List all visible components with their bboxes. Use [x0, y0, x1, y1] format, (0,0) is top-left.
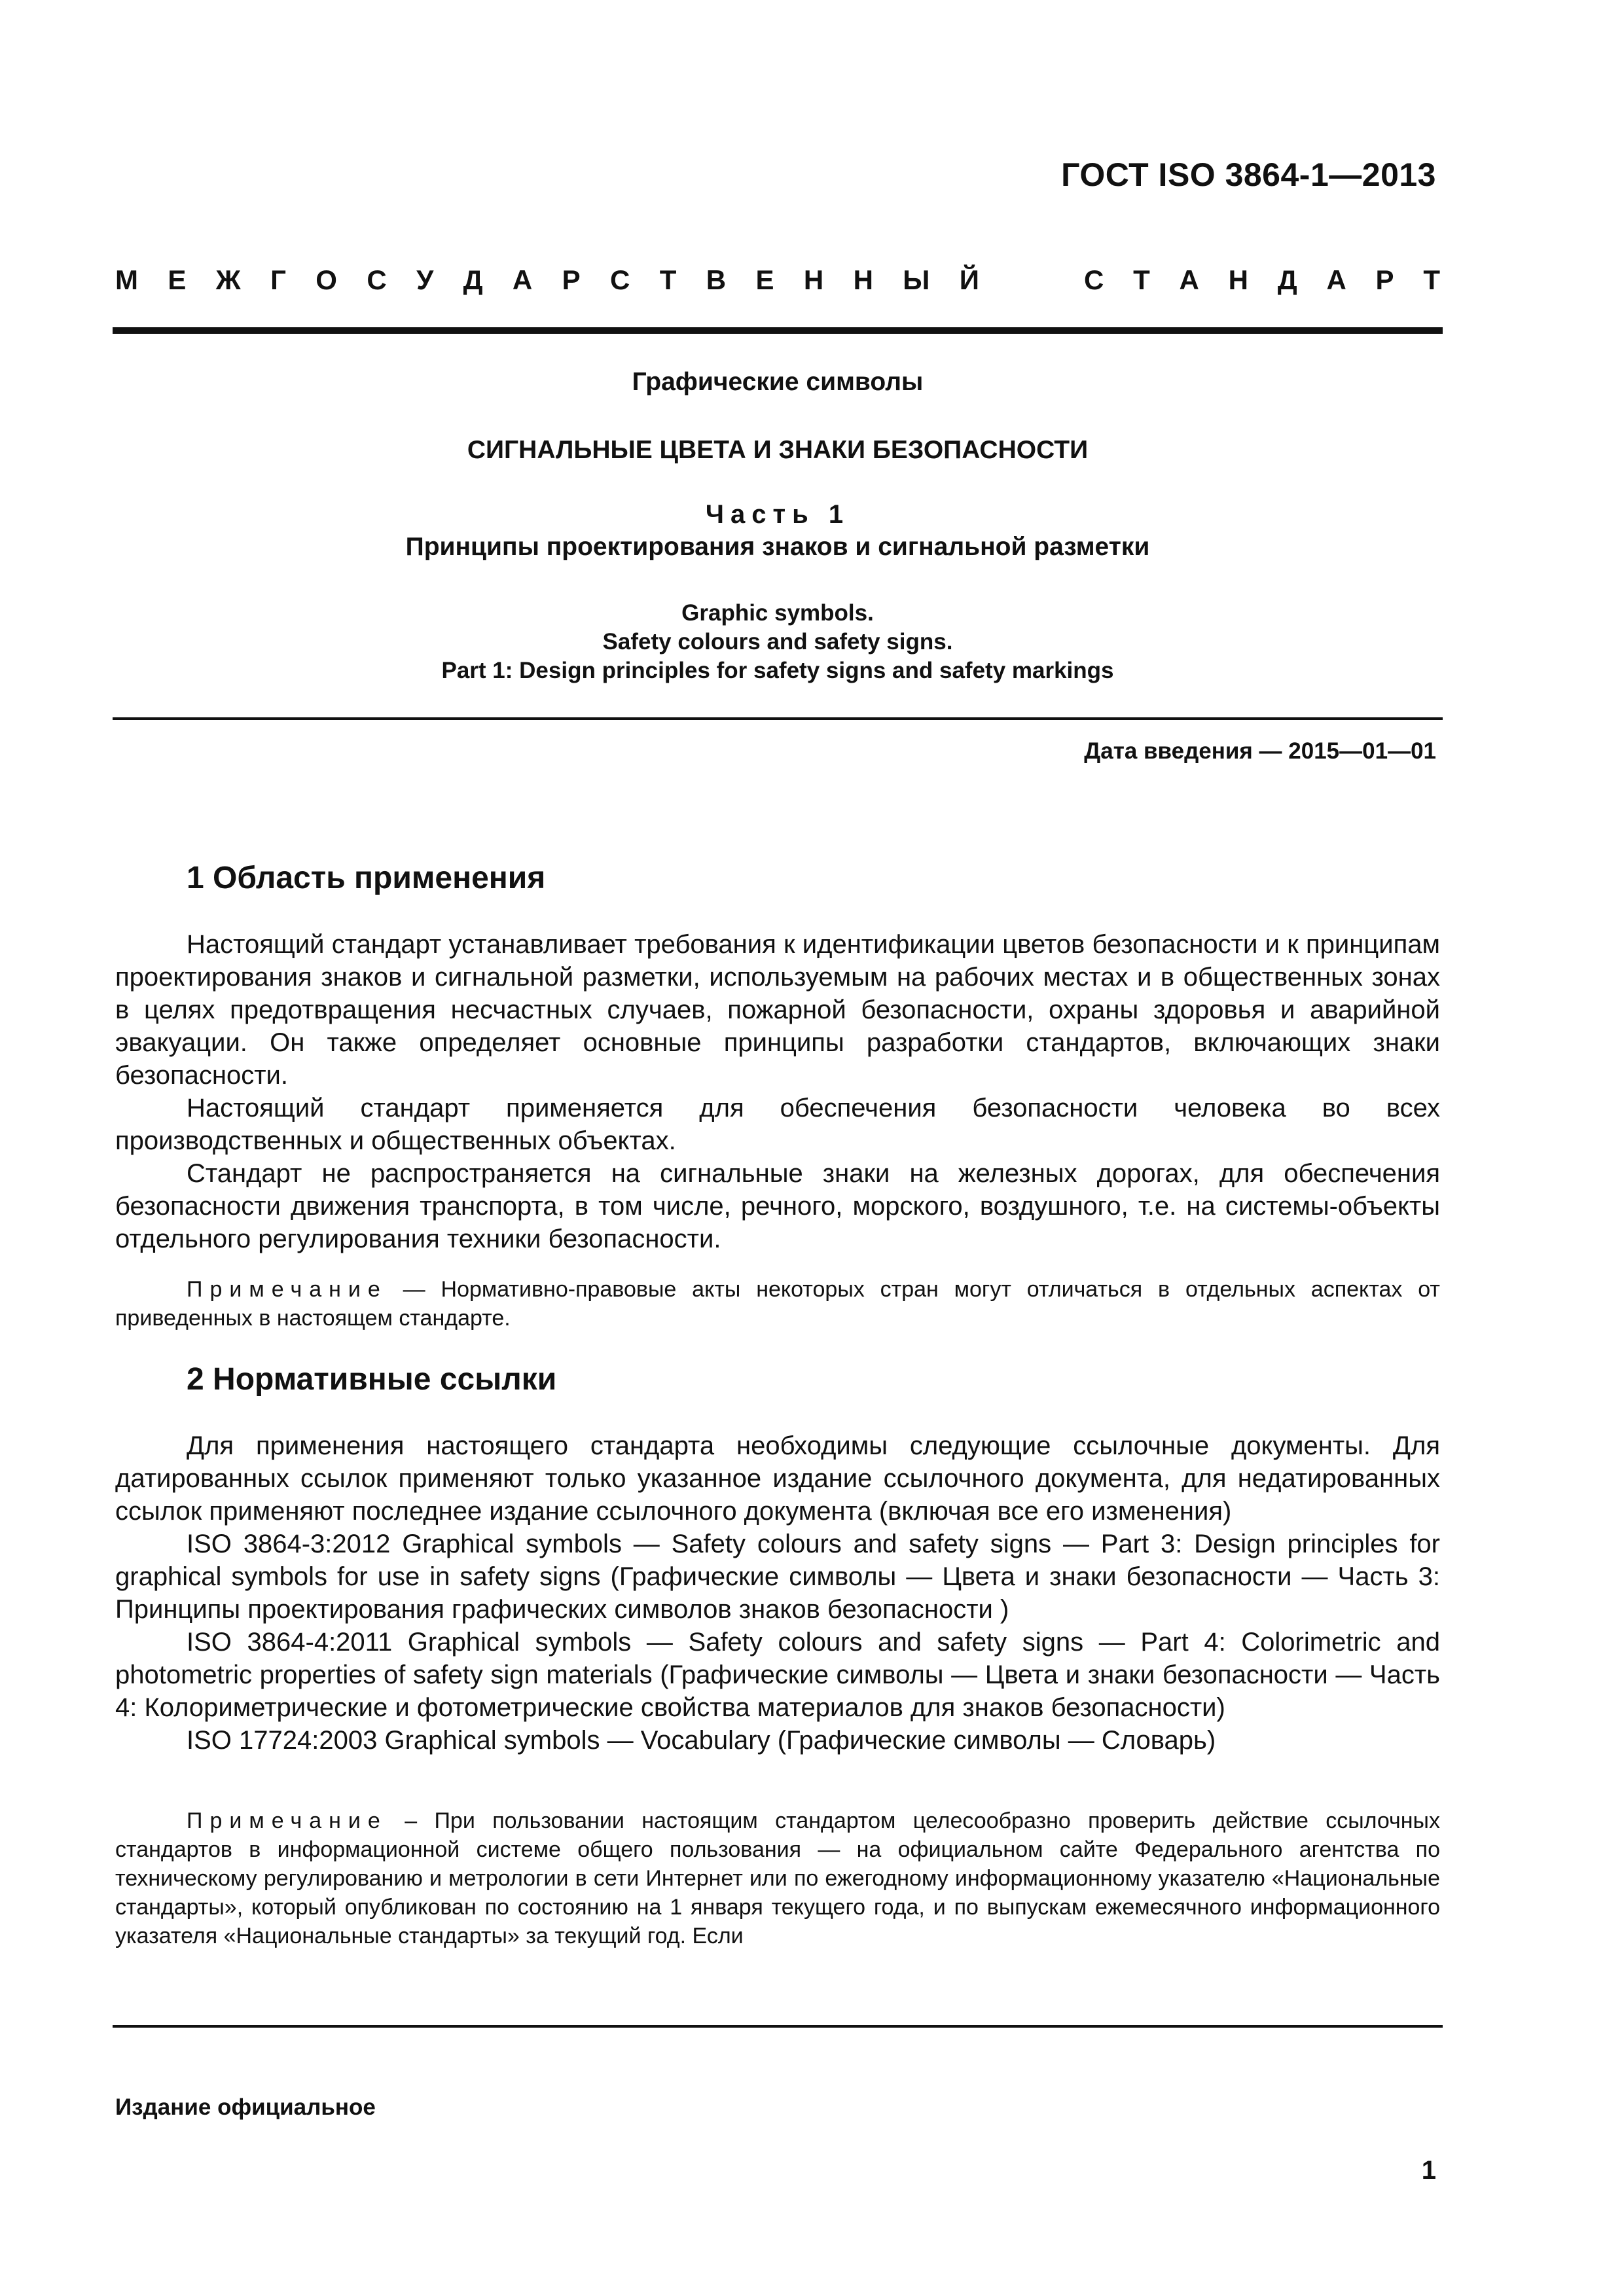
title-principles: Принципы проектирования знаков и сигнальной разметки — [405, 533, 1150, 561]
banner-letter: Т — [659, 264, 677, 295]
banner-letter: Й — [959, 264, 979, 295]
banner-letter: О — [316, 264, 337, 295]
note — [115, 1275, 1440, 1333]
banner-letter: С — [609, 264, 630, 295]
paragraph: Настоящий стандарт устанавливает требования к идентификации цветов безопасности и к принципам проектирования знаков и сигнальной разметки, используемым на рабочих местах и в общественных зонах в целях предотвращения несчастных случаев, пожарной безопасности, охраны здоровья и аварийной эвакуации. Он также определяет основные принципы разработки стандартов, включающих знаки безопасности. — [115, 930, 1440, 1090]
document-code: ГОСТ ISO 3864-1—2013 — [1061, 156, 1436, 193]
title-part: Часть 1 — [705, 500, 850, 529]
banner-letter: Е — [168, 264, 187, 295]
note-text: — Нормативно-правовые акты некоторых стран могут отличаться в отдельных аспектах от приведенных в настоящем стандарте. — [115, 1277, 1440, 1331]
banner-letter: Р — [562, 264, 581, 295]
title-graphic-symbols: Графические символы — [632, 368, 924, 396]
reference-item: ISO 17724:2003 Graphical symbols — Vocabulary (Графические символы — Словарь) — [187, 1726, 1216, 1755]
banner-letter: Т — [1423, 264, 1440, 295]
introduction-date: Дата введения — 2015—01—01 — [1084, 738, 1436, 764]
english-title-line: Part 1: Design principles for safety signs and safety markings — [441, 658, 1114, 683]
english-title-line: Safety colours and safety signs. — [602, 629, 953, 655]
official-edition-label: Издание официальное — [115, 2094, 376, 2120]
paragraph: Стандарт не распространяется на сигнальные знаки на железных дорогах, для обеспечения безопасности движения транспорта, в том числе, речного, морского, воздушного, т.е. на системы-объекты отдельного регулирования техники безопасности. — [115, 1159, 1440, 1253]
header-divider — [113, 327, 1443, 334]
section-body — [115, 928, 1440, 1255]
note — [115, 1806, 1440, 1950]
banner-letter: Г — [270, 264, 286, 295]
note-text: – При пользовании настоящим стандартом целесообразно проверить действие ссылочных стандартов в информационной системе общего пользования — на официальном сайте Федерального агентства по техническому регулированию и метрологии в сети Интернет или по ежегодному информационному указателю «Национальные стандарты», который опубликован по состоянию на 1 января текущего года, и по выпускам ежемесячного информационного указателя «Национальные стандарты» за текущий год. Если — [115, 1808, 1440, 1948]
banner-letter: Н — [803, 264, 824, 295]
note-label: Примечание — [187, 1277, 388, 1302]
reference-item: ISO 3864-4:2011 Graphical symbols — Safety colours and safety signs — Part 4: Colorimetric and photometric properties of safety sign materials (Графические символы — Цвета и знаки безопасности — Часть 4: Колориметрические и фотометрические свойства материалов для знаков безопасности) — [115, 1628, 1440, 1722]
footer-divider — [113, 2025, 1443, 2028]
banner-letter: А — [1179, 264, 1199, 295]
banner-letter: Ы — [903, 264, 930, 295]
banner-letter: М — [115, 264, 138, 295]
standard-word — [1084, 264, 1440, 296]
banner-letter: А — [512, 264, 533, 295]
banner-letter: С — [367, 264, 387, 295]
banner-letter: Д — [463, 264, 483, 295]
banner-letter: А — [1326, 264, 1346, 295]
interstate-standard-banner — [115, 260, 1440, 300]
title-divider — [113, 717, 1443, 720]
banner-letter: Н — [853, 264, 873, 295]
english-title-line: Graphic symbols. — [681, 600, 874, 626]
banner-letter: У — [416, 264, 434, 295]
banner-letter: Д — [1277, 264, 1297, 295]
banner-letter: С — [1084, 264, 1104, 295]
note-label: Примечание — [187, 1808, 388, 1833]
banner-letter: Е — [755, 264, 774, 295]
banner-letter: В — [706, 264, 727, 295]
interstate-word — [115, 264, 979, 296]
paragraph: Настоящий стандарт применяется для обеспечения безопасности человека во всех производственных и общественных объектах. — [115, 1094, 1440, 1155]
banner-letter: Р — [1375, 264, 1394, 295]
banner-letter: Т — [1133, 264, 1150, 295]
reference-item: ISO 3864-3:2012 Graphical symbols — Safety colours and safety signs — Part 3: Design principles for graphical symbols for use in safety signs (Графические символы — Цвета и знаки безопасности — Часть 3: Принципы проектирования графических символов знаков безопасности ) — [115, 1530, 1440, 1624]
section-heading: 1 Область применения — [187, 861, 546, 895]
banner-letter: Н — [1228, 264, 1248, 295]
paragraph: Для применения настоящего стандарта необходимы следующие ссылочные документы. Для датированных ссылок применяют только указанное издание ссылочного документа, для недатированных ссылок применяют последнее издание ссылочного документа (включая все его изменения) — [115, 1431, 1440, 1526]
section-body — [115, 1429, 1440, 1757]
section-heading: 2 Нормативные ссылки — [187, 1362, 557, 1397]
title-signal-colors: СИГНАЛЬНЫЕ ЦВЕТА И ЗНАКИ БЕЗОПАСНОСТИ — [467, 436, 1089, 464]
banner-letter: Ж — [215, 264, 241, 295]
page-number: 1 — [1421, 2156, 1436, 2185]
